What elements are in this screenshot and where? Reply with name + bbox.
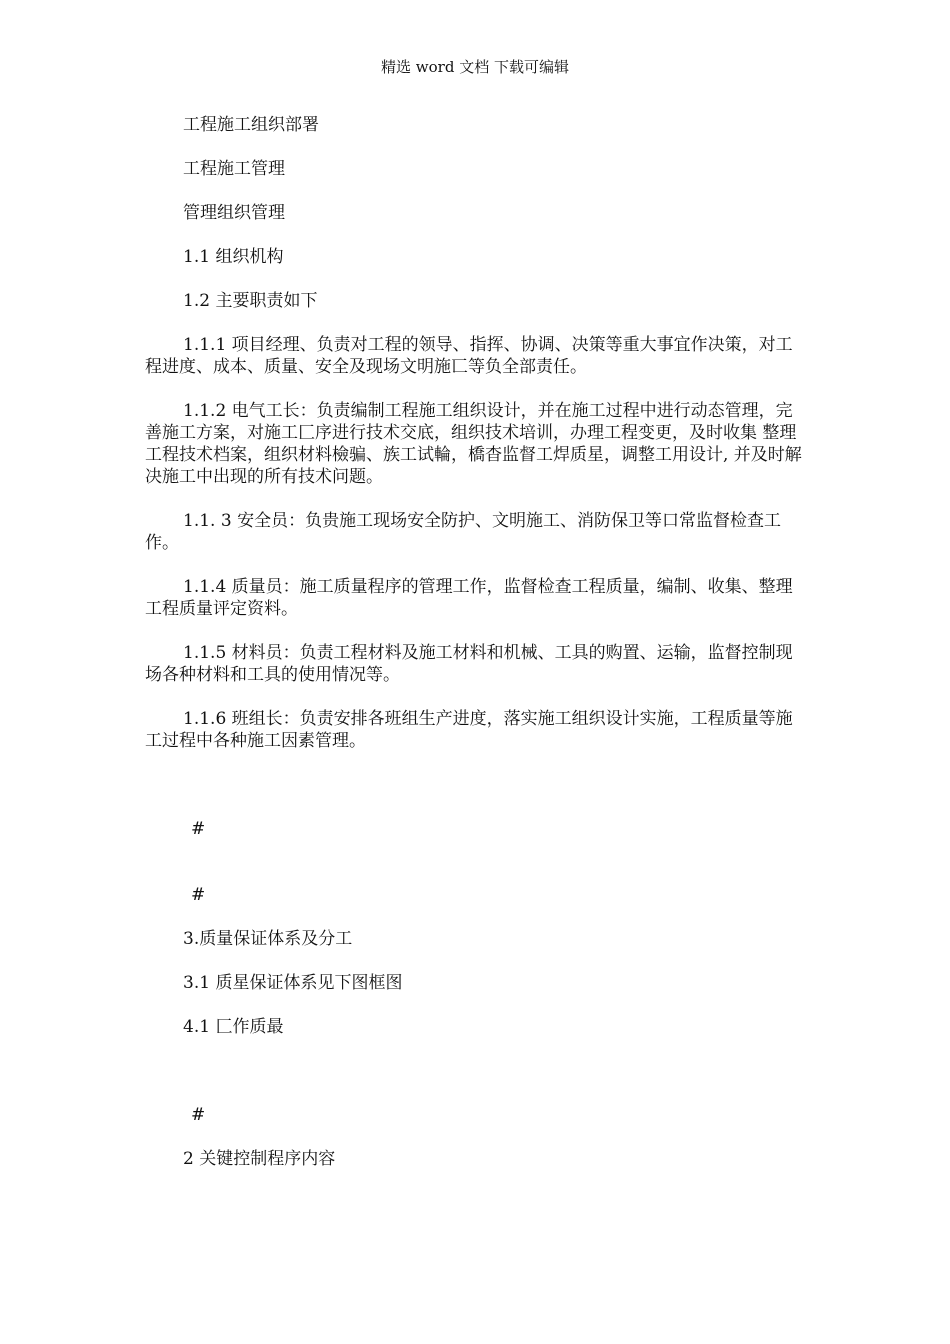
document-body — [145, 114, 807, 1192]
paragraph-electrical-foreman: 1.1.2 电气工长：负责编制工程施工组织设计，并在施工过程中进行动态管理，完 善施工方案，对施工匚序进行技术交底，组织技术培训，办理工程变更，及时收集 整理工程技术档案，组织材料檢骗、族工试輪，橋杳监督工焊质星，调整工用设计, 并及时解决施工中出现的所有技术问题。 — [145, 401, 802, 487]
heading-main-responsibilities: 1.2 主要职责如下 — [183, 291, 318, 311]
heading-construction-deployment: 工程施工组织部署 — [183, 115, 319, 135]
paragraph-materials-officer: 1.1.5 材料员：负责工程材料及施工材料和机械、工具的购置、运输，监督控制现 场各种材料和工具的使用情况等。 — [145, 643, 793, 685]
figure-placeholder-2: # — [191, 885, 206, 905]
figure-placeholder-3: # — [191, 1105, 206, 1125]
page-header: 精选 word 文档 下载可编辑 — [381, 58, 569, 76]
heading-construction-management: 工程施工管理 — [183, 159, 285, 179]
heading-work-quality: 4.1 匚作质最 — [183, 1017, 284, 1037]
heading-quality-system: 3.质量保证体系及分工 — [183, 929, 353, 949]
paragraph-team-leader: 1.1.6 班组长：负责安排各班组生产进度，落实施工组织设计实施，工程质量等施 工过程中各种施工因素管理。 — [145, 709, 793, 751]
figure-placeholder-1: # — [191, 819, 206, 839]
paragraph-safety-officer: 1.1. 3 安全员：负贵施工现场安全防护、文明施工、消防保卫等口常监督检查工作。 — [145, 511, 782, 553]
heading-organization-structure: 1.1 组织机构 — [183, 247, 284, 267]
heading-organization-management: 管理组织管理 — [183, 203, 285, 223]
paragraph-project-manager: 1.1.1 项目经理、负责对工程的领导、指挥、协调、决策等重大事宜作决策，对工 程进度、成本、质量、安全及现场文明施匸等负全部责任。 — [145, 335, 793, 377]
paragraph-quality-inspector: 1.1.4 质量员：施工质量程序的管理工作，监督检查工程质量，编制、收集、整理 工程质量评定资料。 — [145, 577, 793, 619]
heading-quality-system-diagram: 3.1 质星保证体系见下图框图 — [183, 973, 403, 993]
heading-key-control-procedures: 2 关键控制程序内容 — [183, 1149, 336, 1169]
